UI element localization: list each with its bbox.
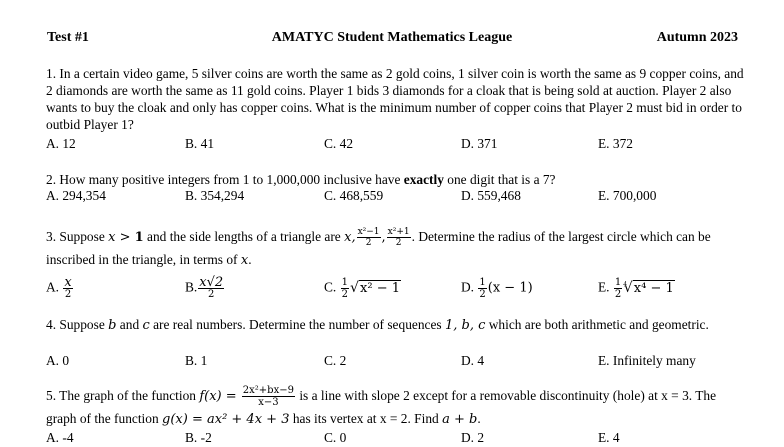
q5-option-d: D. 2	[461, 430, 485, 445]
q1-option-b: B. 41	[185, 136, 215, 151]
question-5-options	[46, 430, 748, 447]
league-title: AMATYC Student Mathematics League	[271, 30, 513, 45]
question-1-text: 1. In a certain video game, 5 silver coins are worth the same as 2 gold coins, 1 silver coin is worth the same as 9 copper coins, and 2 diamonds are worth the same as 11 gold coins. Player 1 bids 3 diamonds for a cloak that is being sold at auction. Player 2 also wants to buy the cloak and only has copper coins. What is the minimum number of copper coins that Player 2 must bid in order to outbid Player 1?	[46, 66, 744, 132]
q3-option-c: C. $\frac{1}{2}$ √ x² − 1	[324, 277, 401, 300]
question-1-options	[46, 136, 748, 153]
q1-option-a: A. 12	[46, 136, 76, 151]
question-5-text: 5. The graph of the function f(x) = $\frac{\text{2x²+bx−9}}{x-3}$ is a line with slope 2 except for a removable discontinuity (hole) at x = 3. The graph of the function g(x) = ax² + 4x + 3 has its vertex at x = 2. Find a + b.	[46, 385, 717, 428]
q5-f-fraction: $\frac{\text{2x²+bx−9}}{x-3}$	[242, 385, 294, 409]
q1-option-c: C. 42	[324, 136, 354, 151]
question-3-options	[46, 277, 748, 303]
q3-option-b: B. $\frac{x√2}{2}$	[185, 275, 224, 300]
q1-option-d: D. 371	[461, 136, 498, 151]
q2-option-c: C. 468,559	[324, 188, 384, 203]
q3-option-d: D. $\frac{1}{2}$ (x − 1)	[461, 277, 533, 300]
q3-option-a: A. $\frac{x}{2}$	[46, 275, 72, 300]
q4-option-a: A. 0	[46, 353, 70, 368]
q2-option-a: A. 294,354	[46, 188, 106, 203]
q4-option-d: D. 4	[461, 353, 485, 368]
q1-option-e: E. 372	[598, 136, 633, 151]
question-4-text: 4. Suppose b and c are real numbers. Determine the number of sequences 1, b, c which are both arithmetic and geometric.	[46, 317, 709, 333]
q5-option-b: B. -2	[185, 430, 212, 445]
q4-option-b: B. 1	[185, 353, 208, 368]
q3-side-fraction-2: $\frac{\text{x²+1}}{2}$	[387, 227, 410, 249]
q2-option-d: D. 559,468	[461, 188, 521, 203]
q5-option-c: C. 0	[324, 430, 347, 445]
q2-option-e: E. 700,000	[598, 188, 657, 203]
q2-option-b: B. 354,294	[185, 188, 245, 203]
q5-option-a: A. -4	[46, 430, 74, 445]
q2-emphasis: exactly	[403, 172, 444, 187]
q3-option-e: E. $\frac{1}{2}$ $^4$√ x⁴ − 1	[598, 277, 675, 300]
q4-option-c: C. 2	[324, 353, 347, 368]
test-label: Test #1	[47, 30, 89, 45]
question-4-options	[46, 353, 748, 370]
question-3-text: 3. Suppose x > 1 and the side lengths of a triangle are x, $\frac{\text{x²−1}}{2}$ , $\frac{\text{x²+1}}{2}$ . Determine the radius of the largest circle which can be inscribed in the triangle, in terms of x.	[46, 227, 711, 268]
q3-side-fraction-1: $\frac{\text{x²−1}}{2}$	[357, 227, 380, 249]
q4-option-e: E. Infinitely many	[598, 353, 696, 368]
question-2-options	[46, 188, 748, 205]
season-label: Autumn 2023	[656, 30, 738, 45]
q5-option-e: E. 4	[598, 430, 620, 445]
question-2-text: 2. How many positive integers from 1 to 1,000,000 inclusive have exactly one digit that is a 7?	[46, 172, 556, 187]
